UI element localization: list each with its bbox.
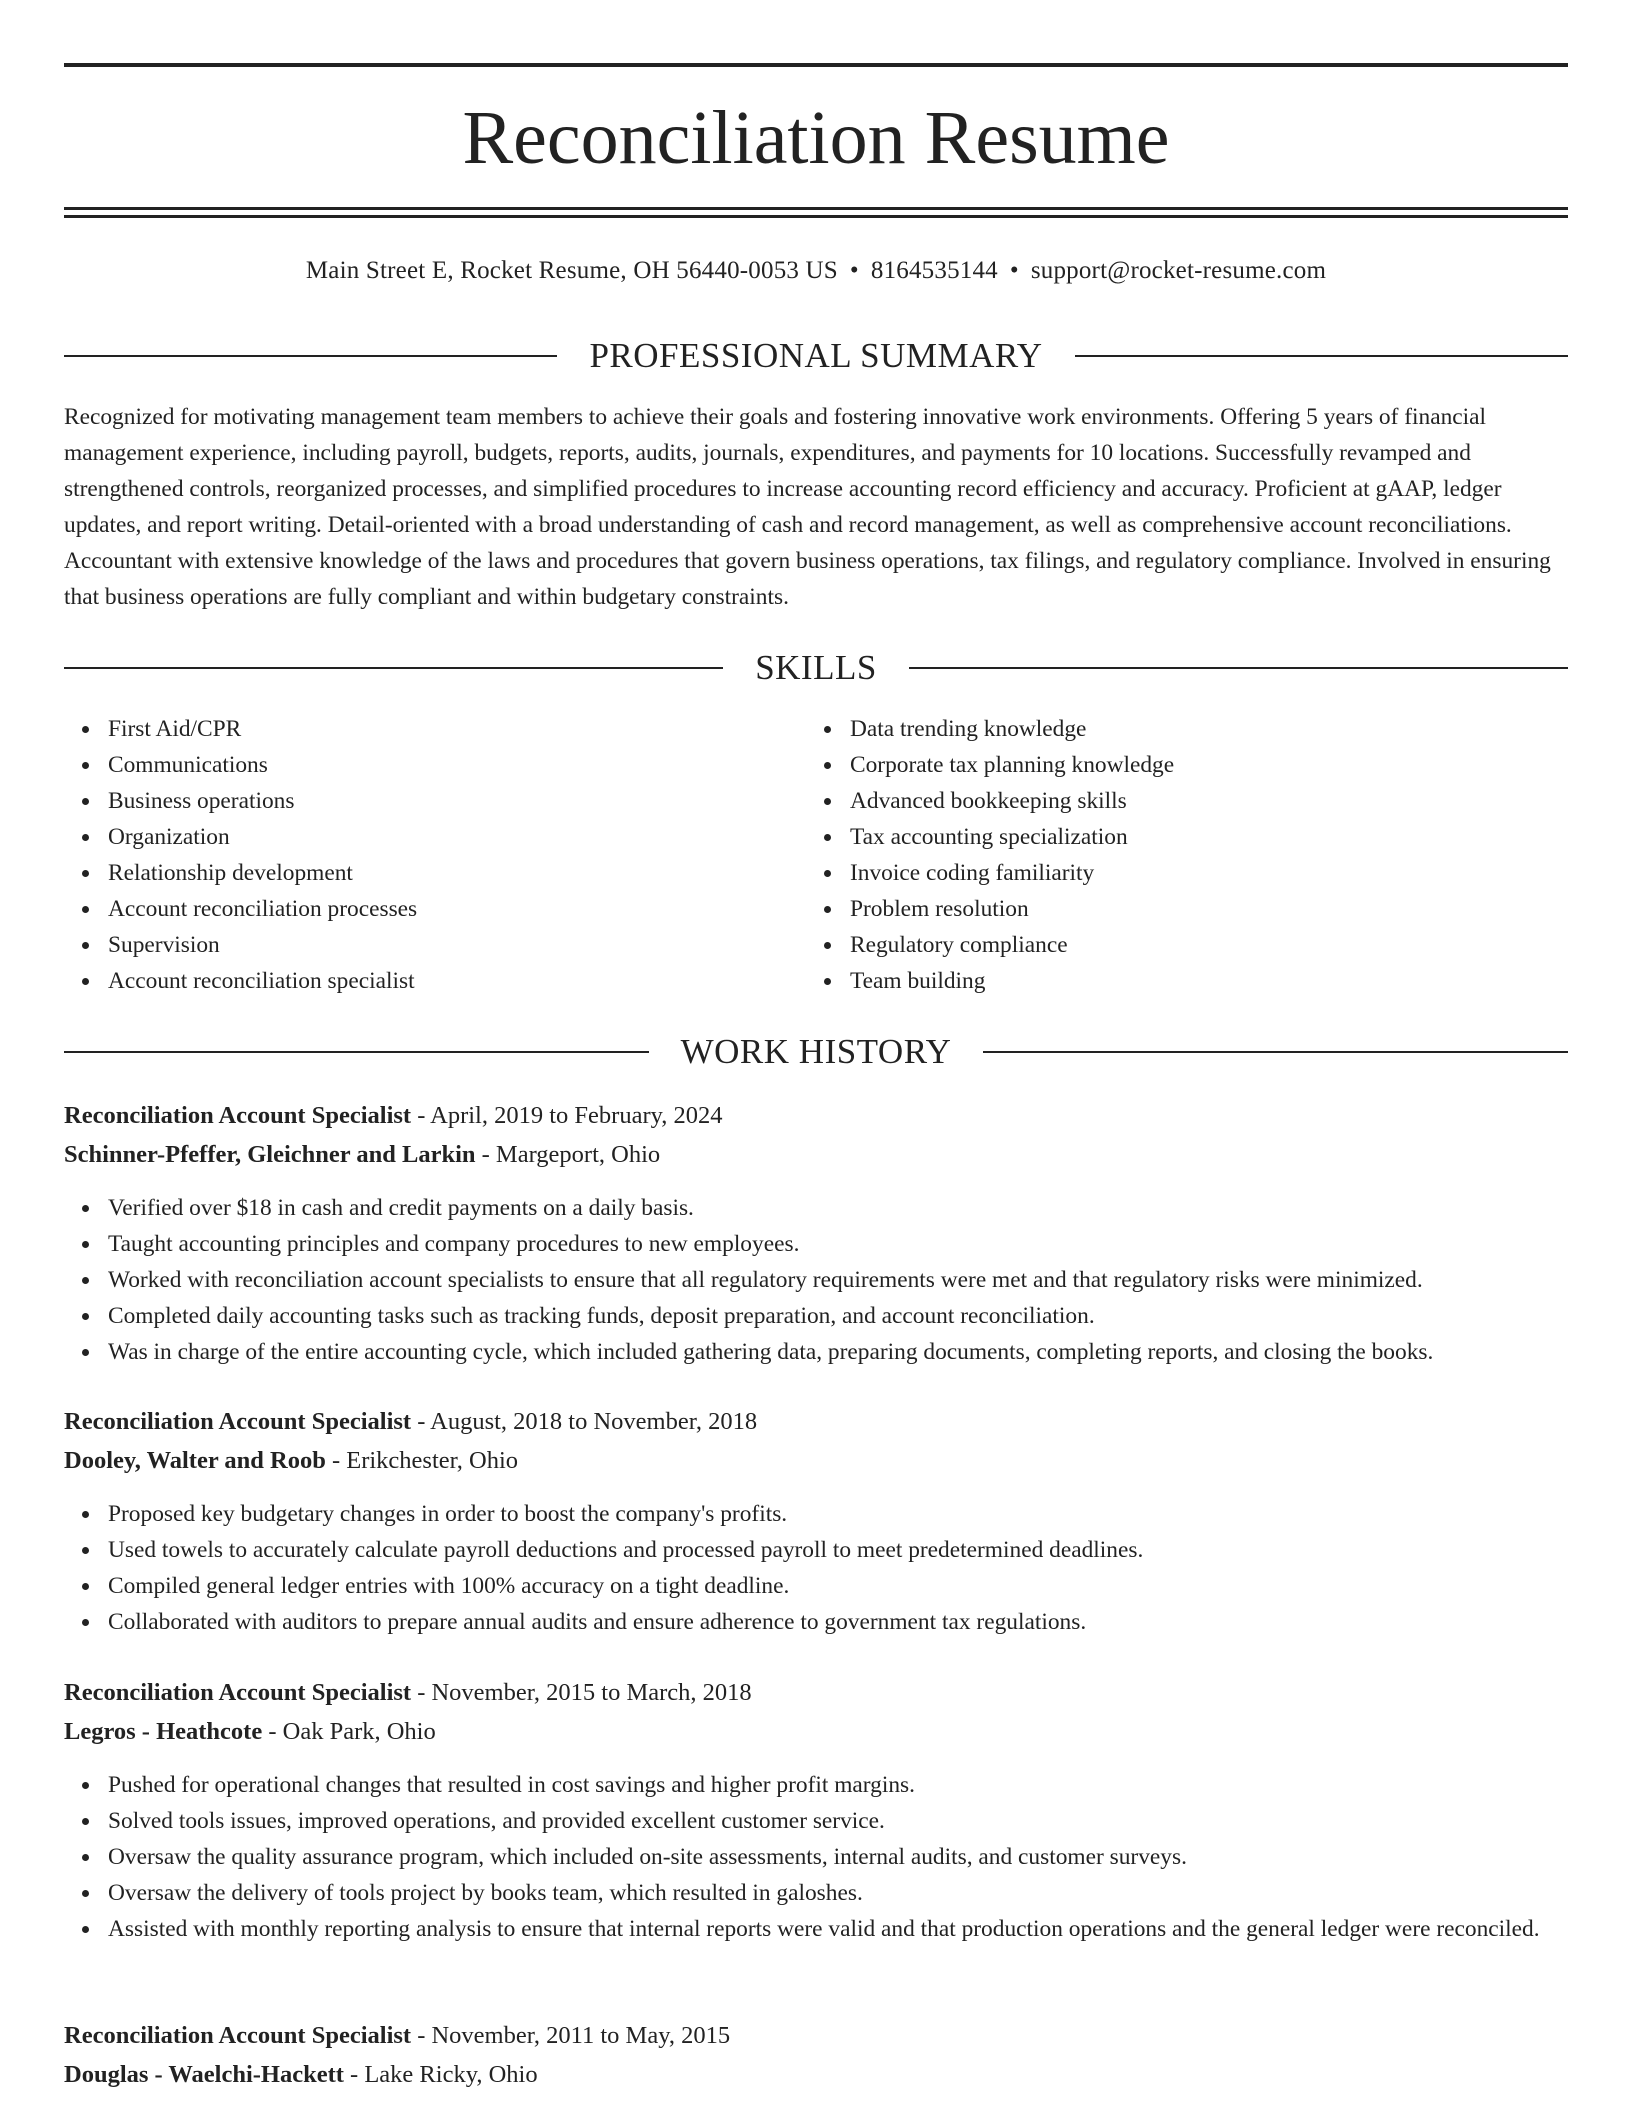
skill-item: Relationship development — [108, 855, 806, 891]
skill-item: Communications — [108, 747, 806, 783]
job-bullet: Worked with reconciliation account specialists to ensure that all regulatory requirements were met and that regulatory risks were minimized. — [108, 1262, 1568, 1298]
job-entry — [64, 2017, 1568, 2094]
contact-separator: • — [849, 257, 859, 284]
skill-item: Organization — [108, 819, 806, 855]
job-bullet: Proposed key budgetary changes in order to boost the company's profits. — [108, 1496, 1568, 1532]
skill-item: First Aid/CPR — [108, 711, 806, 747]
summary-section-heading — [64, 334, 1568, 378]
skills-section-heading — [64, 646, 1568, 690]
job-bullet: Verified over $18 in cash and credit payments on a daily basis. — [108, 1190, 1568, 1226]
contact-separator: • — [1009, 257, 1019, 284]
skill-item: Tax accounting specialization — [850, 819, 1548, 855]
job-title: Reconciliation Account Specialist — [64, 1102, 412, 1129]
job-bullet: Oversaw the delivery of tools project by books team, which resulted in galoshes. — [108, 1875, 1568, 1911]
skill-item: Account reconciliation specialist — [108, 963, 806, 999]
skills-column-left — [64, 711, 806, 999]
contact-phone: 8164535144 — [870, 257, 998, 284]
work-heading: WORK HISTORY — [680, 1032, 952, 1071]
job-company: Dooley, Walter and Roob — [64, 1447, 326, 1474]
job-title-line — [64, 1097, 1568, 1135]
job-bullet: Completed daily accounting tasks such as tracking funds, deposit preparation, and account reconciliation. — [108, 1298, 1568, 1334]
job-title: Reconciliation Account Specialist — [64, 1408, 412, 1435]
heading-rule-left — [64, 1051, 649, 1053]
job-dates: - November, 2011 to May, 2015 — [411, 2022, 731, 2049]
skill-item: Data trending knowledge — [850, 711, 1548, 747]
job-title: Reconciliation Account Specialist — [64, 2022, 412, 2049]
job-dates: - April, 2019 to February, 2024 — [411, 1102, 723, 1129]
job-bullets — [64, 1190, 1568, 1370]
job-company-line — [64, 1136, 1568, 1174]
job-bullet: Used towels to accurately calculate payroll deductions and processed payroll to meet predetermined deadlines. — [108, 1532, 1568, 1568]
job-company: Schinner-Pfeffer, Gleichner and Larkin — [64, 1141, 476, 1168]
page-title: Reconciliation Resume — [462, 96, 1170, 180]
job-location: - Oak Park, Ohio — [262, 1718, 436, 1745]
skill-item: Supervision — [108, 927, 806, 963]
job-company: Legros - Heathcote — [64, 1718, 263, 1745]
job-company-line — [64, 1442, 1568, 1480]
skill-item: Advanced bookkeeping skills — [850, 783, 1548, 819]
skill-item: Business operations — [108, 783, 806, 819]
job-bullets — [64, 1496, 1568, 1640]
job-title: Reconciliation Account Specialist — [64, 1679, 412, 1706]
job-entry — [64, 1097, 1568, 1370]
skill-item: Problem resolution — [850, 891, 1548, 927]
job-entry — [64, 1674, 1568, 1947]
heading-rule-right — [983, 1051, 1568, 1053]
skills-heading: SKILLS — [755, 648, 877, 687]
job-location: - Lake Ricky, Ohio — [343, 2061, 538, 2088]
contact-email: support@rocket-resume.com — [1030, 257, 1327, 284]
job-bullet: Taught accounting principles and company procedures to new employees. — [108, 1226, 1568, 1262]
skills-column-right — [806, 711, 1548, 999]
heading-rule-right — [909, 667, 1568, 669]
job-bullet: Compiled general ledger entries with 100% accuracy on a tight deadline. — [108, 1568, 1568, 1604]
heading-rule-right — [1075, 355, 1568, 357]
job-bullet: Pushed for operational changes that resulted in cost savings and higher profit margins. — [108, 1767, 1568, 1803]
skill-item: Invoice coding familiarity — [850, 855, 1548, 891]
contact-line — [64, 254, 1568, 288]
heading-rule-left — [64, 667, 723, 669]
job-title-line — [64, 1674, 1568, 1712]
job-bullet: Oversaw the quality assurance program, which included on-site assessments, internal audits, and customer surveys. — [108, 1839, 1568, 1875]
job-dates: - November, 2015 to March, 2018 — [411, 1679, 752, 1706]
work-section-heading — [64, 1030, 1568, 1074]
contact-address: Main Street E, Rocket Resume, OH 56440-0053 US — [305, 257, 838, 284]
summary-heading: PROFESSIONAL SUMMARY — [589, 336, 1043, 375]
job-company-line — [64, 2056, 1568, 2094]
job-bullet: Collaborated with auditors to prepare annual audits and ensure adherence to government tax regulations. — [108, 1604, 1568, 1640]
job-dates: - August, 2018 to November, 2018 — [411, 1408, 758, 1435]
heading-rule-left — [64, 355, 557, 357]
job-bullets — [64, 1767, 1568, 1947]
job-location: - Erikchester, Ohio — [325, 1447, 519, 1474]
job-title-line — [64, 1403, 1568, 1441]
job-company-line — [64, 1713, 1568, 1751]
job-company: Douglas - Waelchi-Hackett — [64, 2061, 344, 2088]
job-location: - Margeport, Ohio — [475, 1141, 661, 1168]
job-bullet: Solved tools issues, improved operations, and provided excellent customer service. — [108, 1803, 1568, 1839]
job-bullet: Assisted with monthly reporting analysis to ensure that internal reports were valid and that production operations and the general ledger were reconciled. — [108, 1911, 1568, 1947]
job-entry — [64, 1403, 1568, 1640]
title-double-rule — [64, 207, 1568, 218]
top-rule — [64, 63, 1568, 67]
summary-text: Recognized for motivating management team members to achieve their goals and fostering innovative work environments. Offering 5 years of financial management experience, including payroll, budgets, reports, audits, journals, expenditures, and payments for 10 locations. Successfully revamped and strengthened controls, reorganized processes, and simplified procedures to increase accounting record efficiency and accuracy. Proficient at gAAP, ledger updates, and report writing. Detail-oriented with a broad understanding of cash and record management, as well as comprehensive account reconciliations. Accountant with extensive knowledge of the laws and procedures that govern business operations, tax filings, and regulatory compliance. Involved in ensuring that business operations are fully compliant and within budgetary constraints. — [64, 404, 1551, 610]
skill-item: Corporate tax planning knowledge — [850, 747, 1548, 783]
skill-item: Regulatory compliance — [850, 927, 1548, 963]
skills-list — [64, 711, 1568, 999]
skill-item: Account reconciliation processes — [108, 891, 806, 927]
job-bullet: Was in charge of the entire accounting cycle, which included gathering data, preparing documents, completing reports, and closing the books. — [108, 1334, 1568, 1370]
skill-item: Team building — [850, 963, 1548, 999]
job-title-line — [64, 2017, 1568, 2055]
